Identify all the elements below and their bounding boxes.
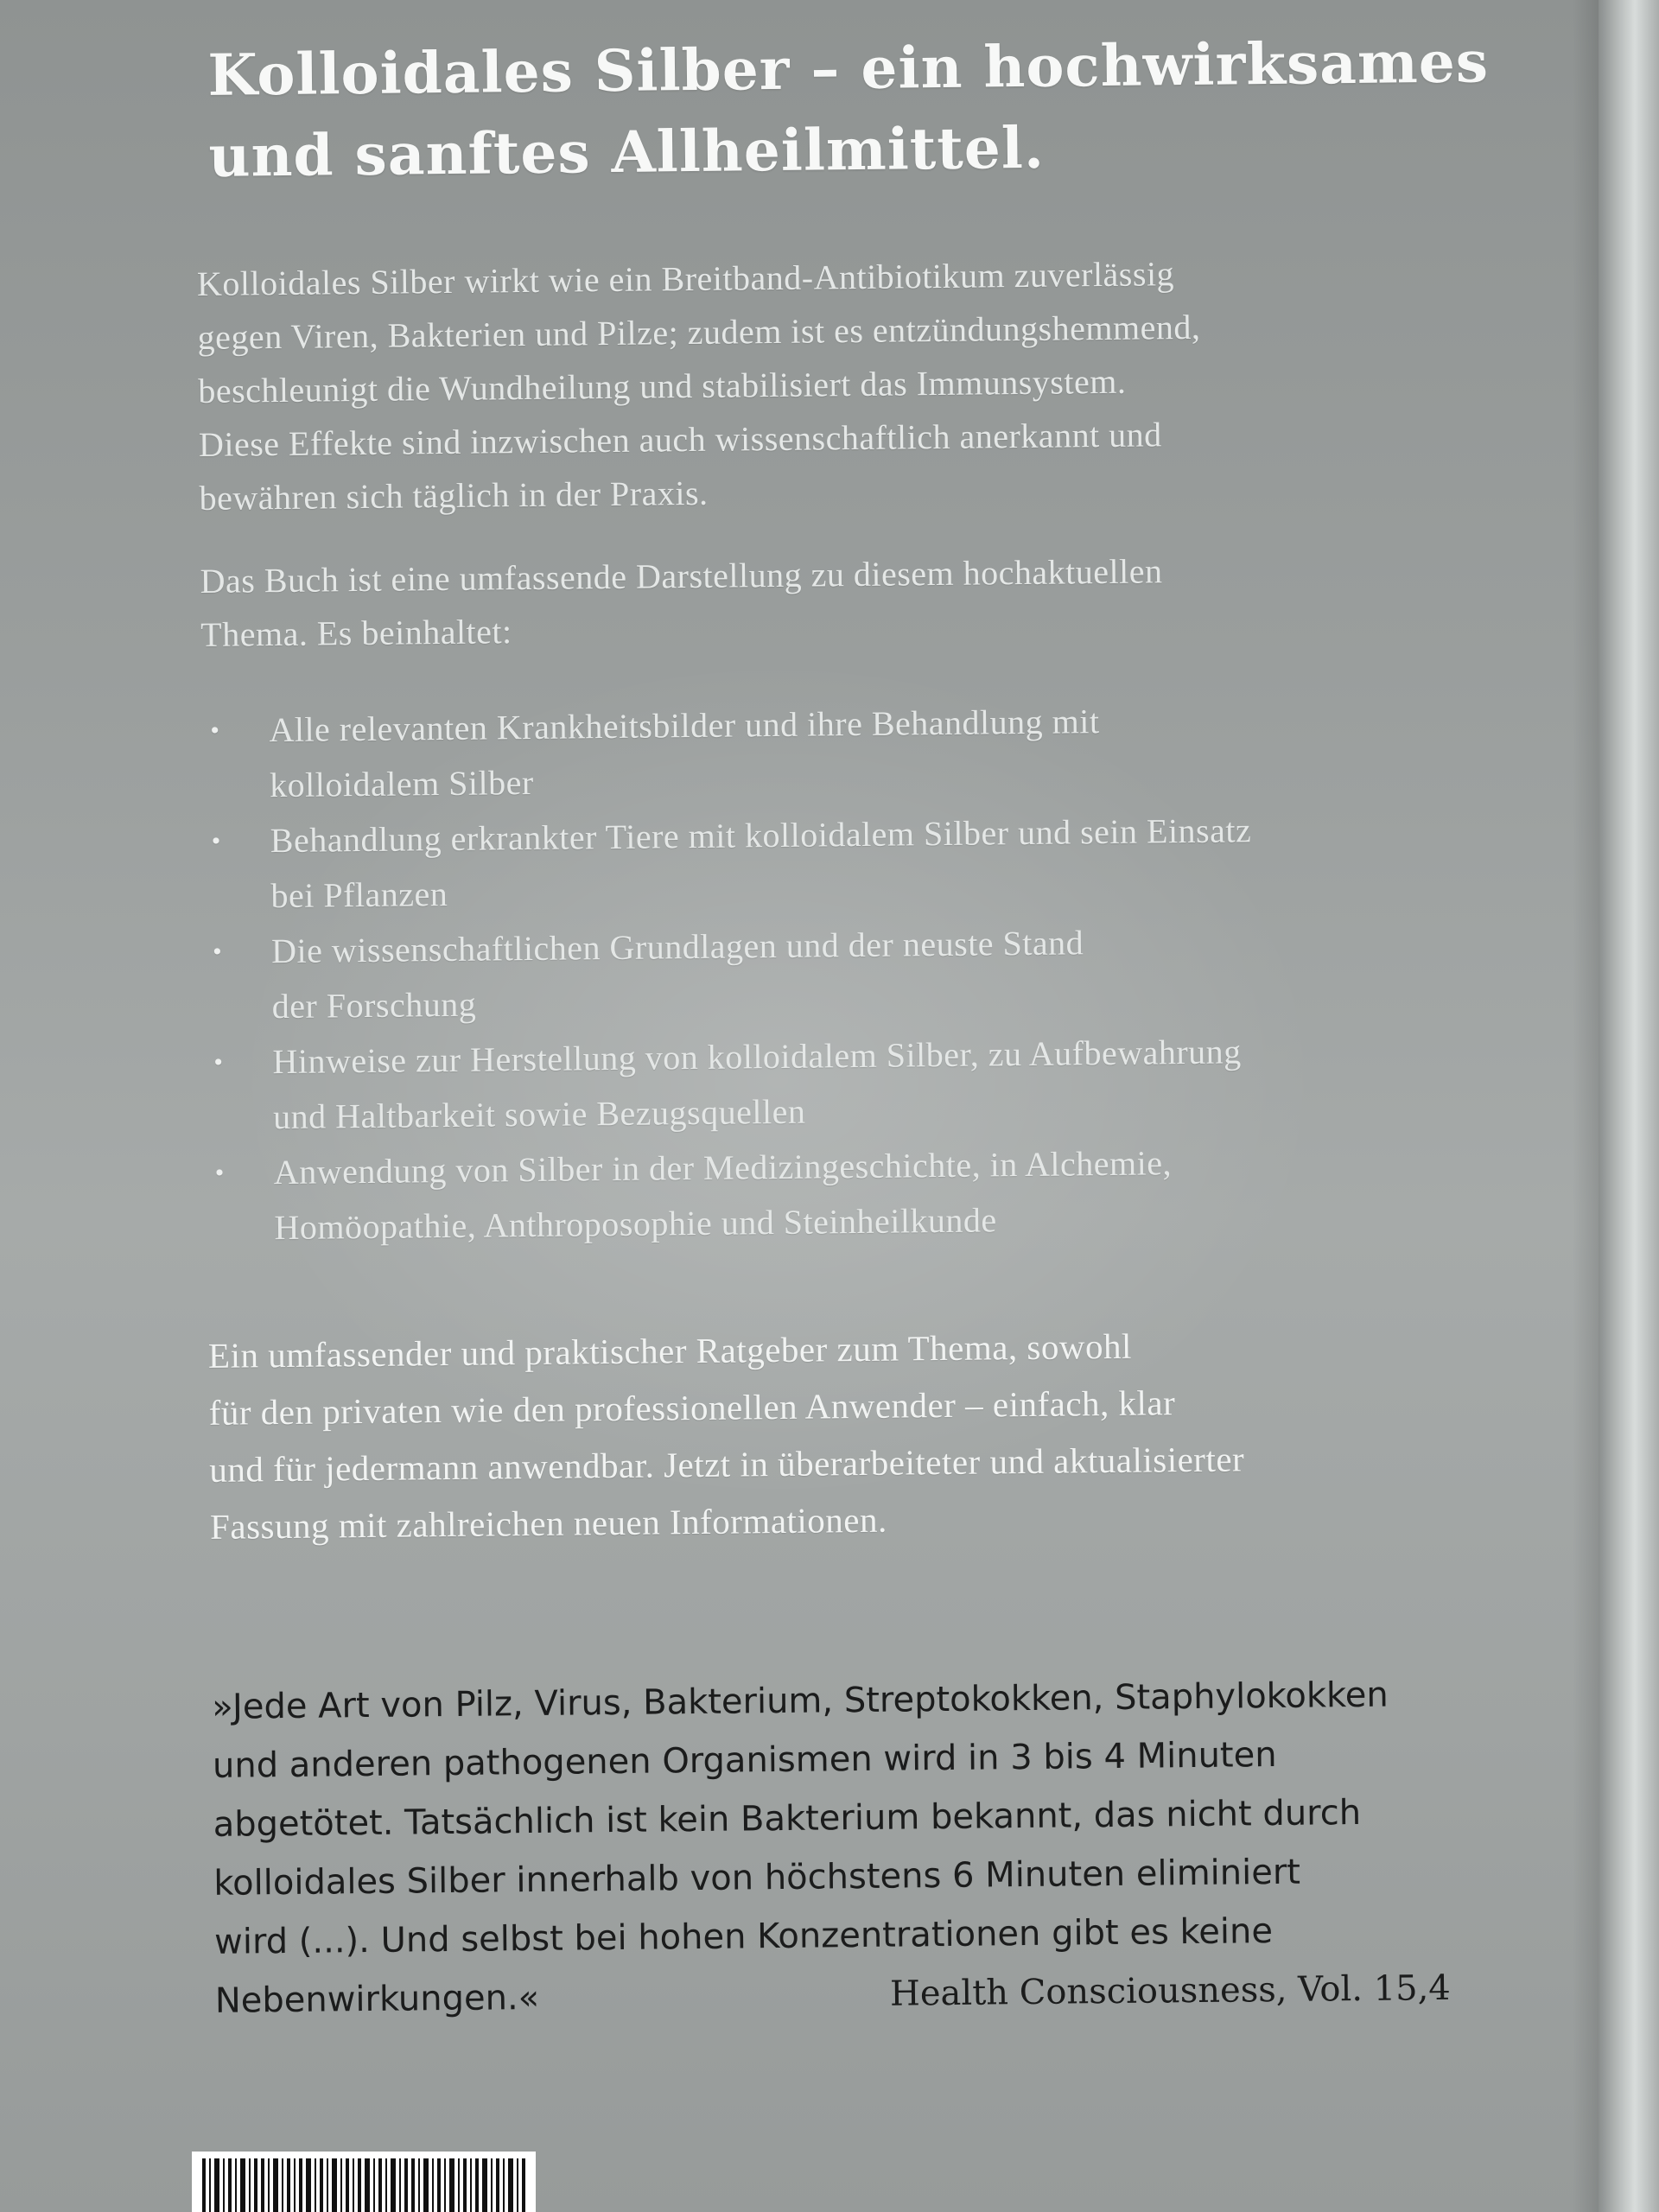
intro-paragraph — [197, 244, 1548, 525]
text-line: kolloidalem Silber — [269, 762, 534, 805]
text-line: für den privaten wie den professionellen Anwender – einfach, klar — [208, 1382, 1176, 1433]
text-line: Homöopathie, Anthroposophie und Steinheilkunde — [274, 1200, 997, 1248]
text-line: gegen Viren, Bakterien und Pilze; zudem ist es entzündungshemmend, — [197, 307, 1201, 357]
text-line: Alle relevanten Krankheitsbilder und ihre Behandlung mit — [269, 702, 1100, 750]
quote-line: Nebenwirkungen.« — [214, 1977, 540, 2021]
summary-paragraph — [208, 1313, 1559, 1555]
back-cover-text — [194, 21, 1563, 2031]
quote-line: und anderen pathogenen Organismen wird in 3 bis 4 Minuten — [212, 1734, 1277, 1786]
testimonial-quote — [212, 1665, 1459, 2031]
spine-shadow — [1573, 0, 1599, 2212]
book-spine-edge — [1599, 0, 1659, 2212]
bullet-point-icon: • — [214, 1158, 225, 1187]
text-line: Fassung mit zahlreichen neuen Informationen. — [209, 1499, 887, 1547]
quote-line: kolloidales Silber innerhalb von höchstens 6 Minuten eliminiert — [213, 1852, 1301, 1904]
bullet-item — [202, 800, 1551, 925]
headline-line: Kolloidales Silber – ein hochwirksames — [207, 28, 1490, 109]
text-line: und für jedermann anwendbar. Jetzt in überarbeiteter und aktualisierter — [209, 1439, 1245, 1490]
bullet-item — [205, 1021, 1554, 1146]
barcode-bars — [192, 2152, 536, 2212]
text-line: Behandlung erkrankter Tiere mit kolloidalem Silber und sein Einsatz — [270, 810, 1252, 861]
text-line: Ein umfassender und praktischer Ratgeber zum Thema, sowohl — [207, 1325, 1133, 1376]
book-intro-paragraph — [200, 541, 1548, 662]
bullet-item — [201, 690, 1550, 814]
contents-bullet-list — [201, 690, 1555, 1256]
text-line: der Forschung — [271, 984, 477, 1027]
bullet-point-icon: • — [212, 937, 223, 966]
headline — [207, 21, 1544, 197]
bullet-point-icon: • — [210, 715, 220, 745]
text-line: Hinweise zur Herstellung von kolloidalem Silber, zu Aufbewahrung — [272, 1032, 1242, 1082]
quote-source: Health Consciousness, Vol. 15,4 — [889, 1967, 1451, 2014]
text-line: beschleunigt die Wundheilung und stabilisiert das Immunsystem. — [198, 361, 1127, 410]
bullet-point-icon: • — [213, 1047, 224, 1077]
quote-line: wird (...). Und selbst bei hohen Konzentrationen gibt es keine — [213, 1911, 1274, 1962]
text-line: Diese Effekte sind inzwischen auch wissenschaftlich anerkannt und — [198, 415, 1162, 464]
text-line: Das Buch ist eine umfassende Darstellung zu diesem hochaktuellen — [200, 551, 1163, 601]
bullet-item — [206, 1132, 1554, 1256]
bullet-item — [204, 911, 1553, 1035]
text-line: bewähren sich täglich in der Praxis. — [199, 473, 709, 518]
text-line: Kolloidales Silber wirkt wie ein Breitband-Antibiotikum zuverlässig — [196, 254, 1175, 303]
text-line: und Haltbarkeit sowie Bezugsquellen — [272, 1091, 806, 1137]
text-line: Thema. Es beinhaltet: — [200, 612, 512, 654]
barcode — [192, 2152, 536, 2212]
quote-line: »Jede Art von Pilz, Virus, Bakterium, Streptokokken, Staphylokokken — [212, 1675, 1389, 1727]
text-line: bei Pflanzen — [270, 874, 448, 916]
text-line: Die wissenschaftlichen Grundlagen und der neuste Stand — [270, 923, 1084, 971]
text-line: Anwendung von Silber in der Medizingeschichte, in Alchemie, — [273, 1143, 1173, 1192]
headline-line: und sanftes Allheilmittel. — [208, 113, 1046, 190]
bullet-point-icon: • — [211, 826, 221, 855]
quote-line: abgetötet. Tatsächlich ist kein Bakterium bekannt, das nicht durch — [213, 1792, 1362, 1845]
